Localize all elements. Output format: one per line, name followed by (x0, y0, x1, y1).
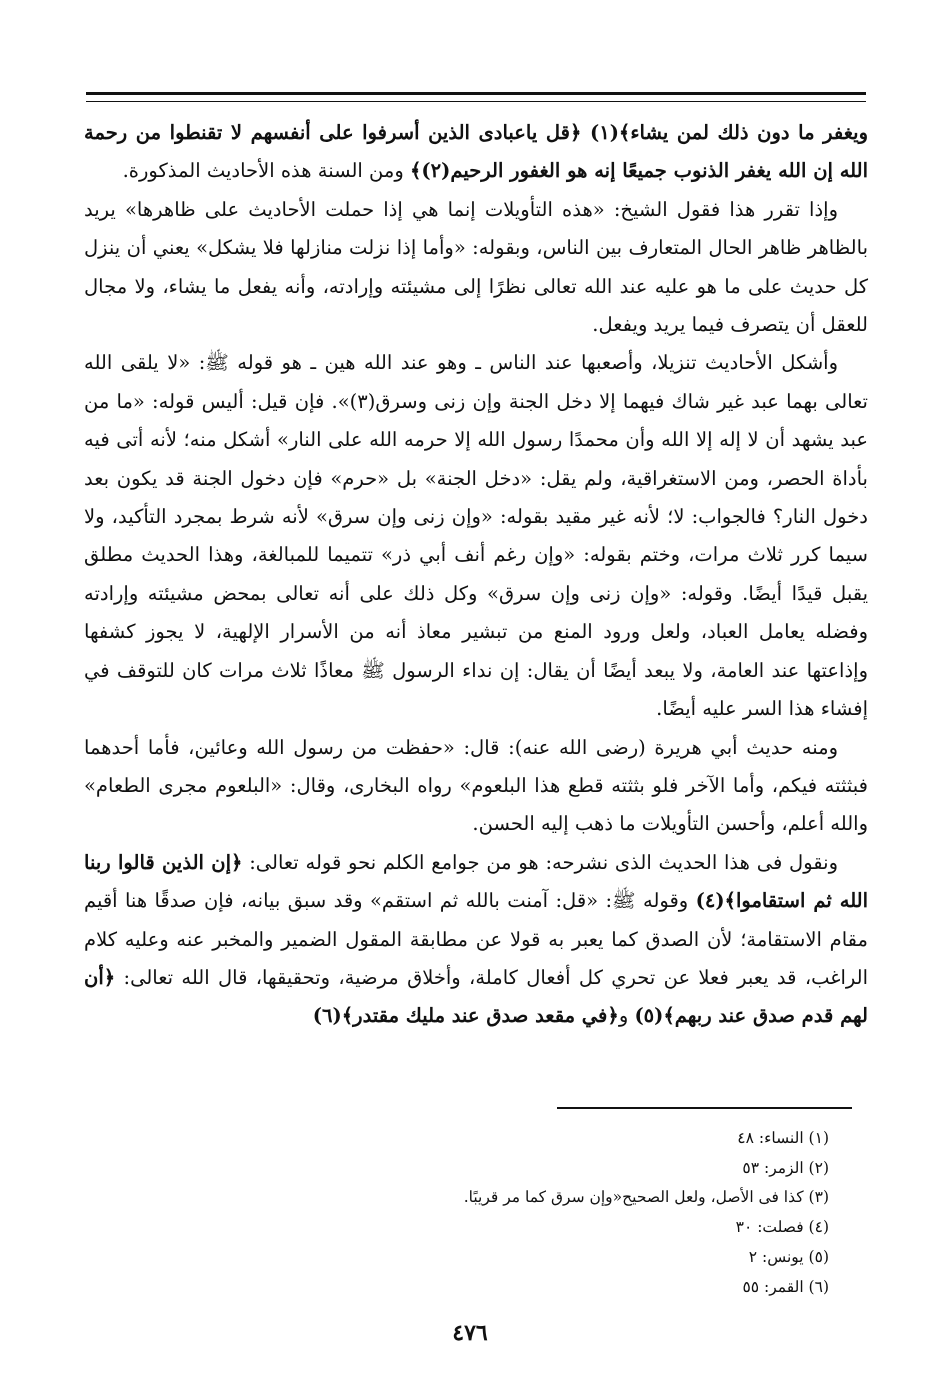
text-run: و (618, 1004, 635, 1028)
footnote: (٦) القمر: ٥٥ (742, 1277, 829, 1296)
text-run: ومن السنة هذه الأحاديث المذكورة. (122, 159, 410, 183)
quran-quote: ﴿إن الذين قالوا ربنا الله ثم استقاموا﴾(٤) (84, 850, 869, 913)
paragraph-5 (84, 844, 868, 1036)
quran-quote: ﴿في مقعد صدق عند مليك مقتدر﴾(٦) (312, 1004, 619, 1028)
header-rule-thick (86, 92, 866, 95)
paragraph-2 (84, 191, 868, 345)
main-text (84, 114, 868, 1036)
text-run: وأشكل الأحاديث تنزيلا، وأصعبها عند الناس ـ وهو عند الله هين ـ هو قوله ﷺ: «لا يلقى الله تعالى بهما عبد غير شاك فيهما إلا دخل الجنة وإن زنى وسرق(٣)». فإن قيل: أليس قوله: «ما من عبد يشهد أن لا إله إلا الله وأن محمدًا رسول الله إلا حرمه الله على النار» أشكل منه؛ لأنه أتى فيه بأداة الحصر، ومن الاستغراقية، ولم يقل: «دخل الجنة» بل «حرم» فإن دخول الجنة قد يكون بعد دخول النار؟ فالجواب: لا؛ لأنه غير مقيد بقوله: «وإن زنى وإن سرق» لأنه شرط بمجرد التأكيد، ولا سيما كرر ثلاث مرات، وختم بقوله: «وإن رغم أنف أبي ذر» تتميما للمبالغة، وهذا الحديث مطلق يقبل قيدًا أيضًا. وقوله: «وإن زنى وإن سرق» وكل ذلك على أنه تعالى بمحض مشيئته وإرادته وفضله يعامل العباد، ولعل ورود المنع من تبشير معاذ أنه من الأسرار الإلهية، لا يجوز كشفها وإذاعتها عند العامة، ولا يبعد أيضًا أن يقال: إن نداء الرسول ﷺ معاذًا ثلاث مرات كان للتوقف في إفشاء هذا السر عليه أيضًا. (84, 351, 868, 721)
footnote: (٣) كذا فى الأصل، ولعل الصحيح«وإن سرق كما مر قريبًا. (463, 1188, 829, 1207)
quran-quote: ويغفر ما دون ذلك لمن يشاء﴾(١) ﴿قل ياعبادى الذين أسرفوا على أنفسهم لا تقنطوا من رحمة الله إن الله يغفر الذنوب جميعًا إنه هو الغفور الرحيم(٢)﴾ (84, 121, 868, 183)
text-run: ونقول فى هذا الحديث الذى نشرحه: هو من جوامع الكلم نحو قوله تعالى: (242, 850, 838, 874)
footnotes (84, 1124, 829, 1302)
header-rule-thin (86, 101, 866, 102)
text-run: ومنه حديث أبي هريرة (رضى الله عنه): قال: «حفظت من رسول الله وعائين، فأما أحدهما فبثثته فيكم، وأما الآخر فلو بثثته قطع هذا البلعوم» رواه البخارى، وقال: «البلعوم مجرى الطعام» والله أعلم، وأحسن التأويلات ما ذهب إليه الحسن. (84, 735, 868, 836)
paragraph-4 (84, 729, 868, 844)
footnote: (٢) الزمر: ٥٣ (742, 1158, 829, 1177)
footnote: (١) النساء: ٤٨ (737, 1129, 829, 1147)
paragraph-3 (84, 344, 868, 728)
text-run: وإذا تقرر هذا فقول الشيخ: «هذه التأويلات إنما هي إذا حملت الأحاديث على ظاهرها» يريد بالظاهر ظاهر الحال المتعارف بين الناس، وبقوله: «وأما إذا نزلت منازلها فلا يشكل» يعني أن ينزل كل حديث على ما هو عليه عند الله تعالى نظرًا إلى مشيئته وإرادته، وأنه يفعل ما يشاء، ولا مجال للعقل أن يتصرف فيما يريد ويفعل. (84, 197, 868, 337)
paragraph-1 (84, 114, 868, 191)
page-number: ٤٧٦ (452, 1320, 488, 1346)
footnote-separator (557, 1107, 852, 1109)
footnote: (٥) يونس: ٢ (748, 1247, 829, 1266)
text-run: وقوله ﷺ: «قل: آمنت بالله ثم استقم» وقد سبق بيانه، فإن صدقًا هنا أقيم مقام الاستقامة؛ لأن الصدق كما يعبر به قولا عن مطابقة المقول الضمير والمخبر عنه وعليه كلام الراغب، قد يعبر فعلا عن تحري كل أفعال كاملة، وأخلاق مرضية، وتحقيقها، قال الله تعالى: (84, 889, 868, 989)
quran-quote: ﴿أن لهم قدم صدق عند ربهم﴾(٥) (84, 965, 868, 1028)
footnote: (٤) فصلت: ٣٠ (735, 1218, 829, 1237)
